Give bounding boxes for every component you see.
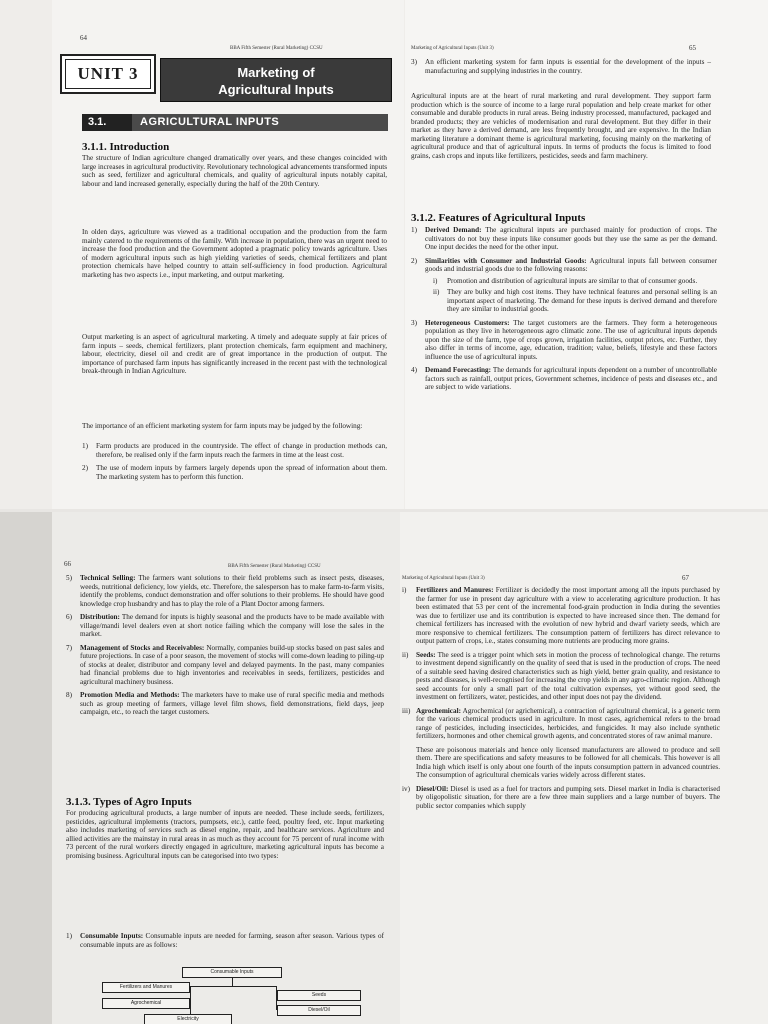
running-head: BBA Fifth Semester (Rural Marketing) CCSU — [230, 46, 323, 51]
importance-list-continued — [411, 58, 711, 80]
paragraph: The importance of an efficient marketing system for farm inputs may be judged by the following: — [82, 422, 363, 430]
connector-line — [190, 986, 276, 987]
subsection-heading: 3.1.1. Introduction — [82, 141, 170, 153]
list-item: ii) Seeds: The seed is a trigger point which sets in motion the process of technological change. The returns to investment depend significantly on the quality of seed that is used in the production of crops. The need of a suitable seed having desired characteristics such as high yield, better grain quality, and resistance to pests and diseases, is well-recognised for increasing the crop yields in any agro-climatic region. Although seed accounts for only a small part of the total cultivation expenses, yet without good seed, the investment on fertilizers, water, pesticides, and other input does not pay the dividend. — [402, 650, 720, 701]
section-heading-bar — [82, 114, 388, 131]
unit-label-box — [60, 54, 156, 94]
paragraph: Output marketing is an aspect of agricultural marketing. A timely and adequate supply at fair prices of farm inputs – seeds, chemical fertilizers, plant protection chemicals, farm equipment and machinery, labour, electricity, diesel oil and credit are of great importance in the production of output. The importance of purchased farm inputs has significantly increased in the recent past with the technological break-through in Indian Agriculture. — [82, 333, 387, 375]
features-list — [411, 226, 717, 397]
list-item: 6) Distribution: The demand for inputs is highly seasonal and the products have to be made available with village/mandi level dealers even at short notice failing which the company will lose the sales in the market. — [66, 613, 384, 638]
unit-title-line-2: Agricultural Inputs — [218, 82, 334, 97]
importance-list — [82, 442, 387, 486]
page-number: 65 — [689, 44, 696, 52]
paragraph: These are poisonous materials and hence only licensed manufacturers are allowed to produce and sell them. There are specifications and safety measures to be followed for all chemicals. This however is all India high which itself is only about one fourth of the inputs consumption pattern in advanced countries. The consumption of agricultural chemicals varies widely across different states. — [416, 745, 720, 779]
list-item: 7) Management of Stocks and Receivables: Normally, companies build-up stocks based on past sales and future projections. In case of a poor season, the movement of stocks will come-down leading to piling-up of stocks at dealer, distributor and company level and delayed payments. In the past, many companies had financial problems due to high inventories and receivables in seeds, fertilizers, pesticides and agricultural machinery business. — [66, 643, 384, 686]
list-item: 2) Similarities with Consumer and Industrial Goods: Agricultural inputs fall between consumer goods and industrial goods due to the following reasons: i) Promotion and distribution of agricultural inputs are similar to that of consumer goods. ii) They are bulky and high cost items. They have technical features and personal selling is an important aspect of marketing. The demand for these inputs is derived demand and therefore they are similar to industrial goods. — [411, 256, 717, 313]
sub-item: i) Promotion and distribution of agricultural inputs are similar to that of consumer goods. — [433, 276, 698, 285]
list-item: 1) Farm products are produced in the countryside. The effect of change in production methods can, therefore, be realised only if the farm inputs reach the farmers in time at the least cost. — [82, 442, 387, 459]
bottom-spread — [0, 512, 768, 1024]
consumable-inputs-list — [402, 586, 720, 815]
page-number: 64 — [80, 34, 87, 42]
features-list-continued — [66, 574, 384, 722]
paragraph: Agricultural inputs are at the heart of rural marketing and rural development. They support farm production which is the source of income to a large rural population and help create market for other consumable and durable products in rural areas. Being industry processed, manufactured, packaged and branded products; they are vehicles of modernisation and rural development. But they differ in their market as they have a derived demand, are less frequently brought, and are expensive. In the Indian marketing literature a dominant theme is agricultural marketing, focusing mainly on the marketing of agricultural produce and that of agricultural inputs. In terms of products the focus is limited to food grains, cash crops and inputs like fertilizers, pesticides, seeds and farm machinery. — [411, 92, 711, 160]
running-head: Marketing of Agricultural Inputs (Unit 3) — [411, 46, 494, 51]
sub-item: ii) They are bulky and high cost items. They have technical features and personal selling is an important aspect of marketing. The demand for these inputs is derived demand and therefore they are similar to industrial goods. — [433, 288, 717, 313]
page-number: 66 — [64, 560, 71, 568]
subsection-heading: 3.1.2. Features of Agricultural Inputs — [411, 212, 586, 224]
unit-title-banner — [160, 58, 392, 102]
section-number: 3.1. — [82, 114, 132, 131]
page-66 — [52, 512, 400, 1024]
page-64 — [52, 0, 404, 512]
running-head: BBA Fifth Semester (Rural Marketing) CCSU — [228, 564, 321, 569]
paragraph: The structure of Indian agriculture changed dramatically over years, and these changes coincided with large increases in agricultural productivity. Revolutionary technological advancements transformed inputs such as seed, fertilizer and agricultural chemicals, and quality of agricultural inputs notably capital, labour and land increased generally, especially during the half of the 20th Century. — [82, 154, 387, 188]
list-item: 1) Consumable Inputs: Consumable inputs are needed for farming, season after season. Various types of consumable inputs are as follows: — [66, 932, 384, 949]
consumable-inputs-diagram — [82, 965, 382, 1024]
diagram-box-electricity: Electricity — [144, 1014, 232, 1024]
list-item: 1) Derived Demand: The agricultural inputs are purchased mainly for production of crops. The cultivators do not buy these inputs like consumer goods but they use the same as per the demand. One input decides the need for the other input. — [411, 226, 717, 251]
list-item: 3) Heterogeneous Customers: The target customers are the farmers. They form a heterogeneous population as they live in heterogeneous agro climatic zone. The use of agricultural inputs depends upon the size of the farm, type of crops grown, irrigation facilities, output prices, etc. Further, they also differ in terms of income, age, education, tradition; value, beliefs, lifestyle and these factors influence the use of agricultural inputs. — [411, 318, 717, 361]
list-item: 3) An efficient marketing system for farm inputs is essential for the development of the inputs – manufacturing and supplying industries in the country. — [411, 58, 711, 75]
diagram-box-fertilizers: Fertilizers and Manures — [102, 982, 190, 993]
section-title: AGRICULTURAL INPUTS — [140, 116, 280, 128]
page-65 — [405, 0, 768, 512]
running-head: Marketing of Agricultural Inputs (Unit 3) — [402, 576, 485, 581]
diagram-box-agrochemical: Agrochemical — [102, 998, 190, 1009]
list-item: 4) Demand Forecasting: The demands for agricultural inputs dependent on a number of uncontrollable factors such as rainfall, output prices, Government schemes, incidence of pests and diseases etc., and are subject to wide variations. — [411, 366, 717, 391]
paragraph: In olden days, agriculture was viewed as a traditional occupation and the production from the farm mainly catered to the requirements of the family. With increase in population, there was an urgent need to increase the food production and the Government adopted a pragmatic policy towards agriculture. Uses of modern agricultural inputs such as high yielding varieties of seeds, chemical fertilizers and plant protection chemicals have helped country to attain self-sufficiency in food production. Agricultural marketing has two aspects i.e., input marketing, and output marketing. — [82, 228, 387, 279]
list-item: iv) Diesel/Oil: Diesel is used as a fuel for tractors and pumping sets. Diesel market in India is characterised by oligopolistic situation, for there are a few three main suppliers and a large number of buyers. The public sector companies which supply — [402, 784, 720, 810]
input-types-list — [66, 932, 384, 954]
list-item: iii) Agrochemical: Agrochemical (or agrichemical), a contraction of agricultural chemical, is a generic term for the various chemical products used in agriculture. In most cases, agrichemical refers to the broad range of pesticides, including insecticides, herbicides, and fungicides. It may also include synthetic fertilizers, hormones and other chemical growth agents, and concentrated stores of raw animal manure. These are poisonous materials and hence only licensed manufacturers are allowed to produce and sell them. There are specifications and safety measures to be followed for all chemicals. This however is all India high which itself is only about one fourth of the inputs consumption pattern in advanced countries. The consumption of agricultural chemicals varies widely across different states. — [402, 706, 720, 779]
unit-label: UNIT 3 — [65, 59, 151, 89]
subsection-heading: 3.1.3. Types of Agro Inputs — [66, 796, 192, 808]
diagram-box-seeds: Seeds — [277, 990, 361, 1001]
page-number: 67 — [682, 574, 689, 582]
unit-title-line-1: Marketing of — [237, 65, 315, 80]
list-item: 2) The use of modern inputs by farmers largely depends upon the spread of information about them. The marketing system has to perform this function. — [82, 464, 387, 481]
list-item: i) Fertilizers and Manures: Fertilizer is decidedly the most important among all the inputs purchased by the farmer for use in present day agriculture with a view to accelerating agriculture production. It has been estimated that 53 per cent of the incremental food-grain production in India during the seventies was due to fertilizer use and its contribution is expected to have increased since then. The demand for chemical fertilizers has increased with the evolution of new hybrid and dwarf variety seeds, which are more responsive to chemical fertilizers. The consumption pattern of fertilizers has direct relevance to output pattern of crops, i.e., states consuming more nutrients are producing more grains. — [402, 586, 720, 645]
diagram-box-diesel-oil: Diesel/Oil — [277, 1005, 361, 1016]
list-item: 8) Promotion Media and Methods: The marketers have to make use of rural specific media and methods such as group meeting of farmers, village level film shows, field demonstrations, field days, jeep campaign, etc., to reach the target customers. — [66, 691, 384, 716]
connector-line — [232, 978, 233, 986]
page-67 — [400, 512, 768, 1024]
paragraph: For producing agricultural products, a large number of inputs are needed. These include seeds, fertilizers, pesticides, agricultural implements (tractors, pumpsets, etc.), cattle feed, poultry feed, etc. Input marketing also includes marketing of services such as diesel engine, repair, and healthcare services. Agriculture and allied activities are the mainstay in rural areas in as much as they account for 75 percent of rural income with 73 percent of the rural workers directly engaged in agriculture, marketing agricultural inputs has become a promising business. Agricultural inputs can be categorised into two types: — [66, 809, 384, 860]
list-item: 5) Technical Selling: The farmers want solutions to their field problems such as insect pests, diseases, weeds, nutritional deficiency, low yields, etc. Therefore, the salesperson has to make farm-to-farm visits, identify the problems, conduct demonstration and offer solutions to their problems. He should have good knowledge crop husbandry and has to play the role of a Plant Doctor among farmers. — [66, 574, 384, 608]
diagram-root-box: Consumable Inputs — [182, 967, 282, 978]
